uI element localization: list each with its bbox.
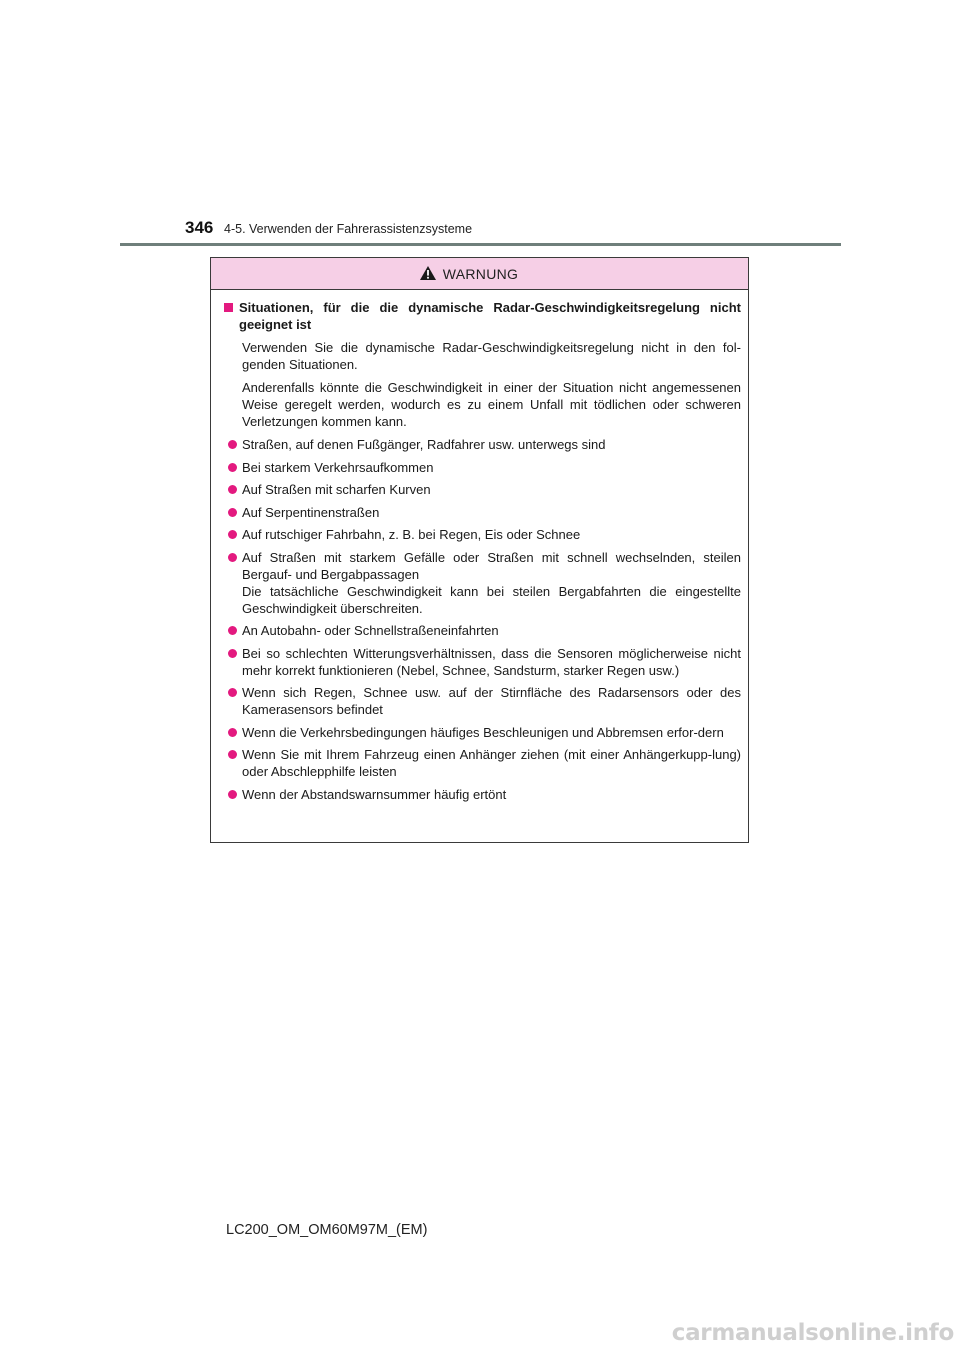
list-item-text	[242, 549, 741, 617]
section-title: 4-5. Verwenden der Fahrerassistenzsysteme	[224, 222, 473, 236]
list-item	[224, 436, 741, 453]
circle-bullet-icon	[228, 728, 237, 737]
warning-paragraph: Anderenfalls könnte die Geschwindigkeit in einer der Situation nicht angemessenen Weise geregelt werden, wodurch es zu einem Unfall mit tödlichen oder schweren Verletzungen kommen kann.	[242, 380, 741, 429]
list-item-text: Wenn Sie mit Ihrem Fahrzeug einen Anhänger ziehen (mit einer Anhängerkupp-lung) oder Abschlepphilfe leisten	[242, 747, 741, 779]
list-item	[224, 724, 741, 741]
list-item-text: Bei starkem Verkehrsaufkommen	[242, 459, 434, 475]
list-item-main: Auf Straßen mit starkem Gefälle oder Straßen mit schnell wechselnden, steilen Bergauf- und Bergabpassagen	[242, 549, 741, 582]
list-item-text: Auf Serpentinenstraßen	[242, 504, 380, 520]
warning-header	[211, 258, 748, 290]
list-item-text: Wenn die Verkehrsbedingungen häufiges Beschleunigen und Abbremsen erfor-dern	[242, 724, 724, 740]
list-item	[224, 622, 741, 639]
list-item-text: Bei so schlechten Witterungsverhältnissen, dass die Sensoren möglicherweise nicht mehr korrekt funktionieren (Nebel, Schnee, Sandsturm, starker Regen usw.)	[242, 645, 741, 678]
watermark: carmanualsonline.info	[671, 1320, 954, 1346]
circle-bullet-icon	[228, 508, 237, 517]
circle-bullet-icon	[228, 485, 237, 494]
circle-bullet-icon	[228, 440, 237, 449]
warning-box	[210, 257, 749, 843]
header-rule	[120, 243, 841, 246]
circle-bullet-icon	[228, 688, 237, 697]
situation-list	[224, 436, 741, 803]
circle-bullet-icon	[228, 463, 237, 472]
list-item	[224, 684, 741, 718]
list-item	[224, 786, 741, 803]
warning-triangle-icon	[419, 265, 437, 284]
circle-bullet-icon	[228, 750, 237, 759]
list-item-text: Wenn sich Regen, Schnee usw. auf der Stirnfläche des Radarsensors oder des Kamerasensors befindet	[242, 685, 741, 717]
list-item	[224, 746, 741, 780]
list-item	[224, 504, 741, 521]
list-item-text: Straßen, auf denen Fußgänger, Radfahrer usw. unterwegs sind	[242, 437, 606, 452]
list-item-text: Auf rutschiger Fahrbahn, z. B. bei Regen, Eis oder Schnee	[242, 527, 581, 542]
list-item	[224, 549, 741, 617]
list-item	[224, 481, 741, 498]
page-number: 346	[185, 218, 214, 237]
circle-bullet-icon	[228, 626, 237, 635]
list-item-text: Wenn der Abstandswarnsummer häufig ertönt	[242, 786, 507, 802]
list-item	[224, 459, 741, 476]
circle-bullet-icon	[228, 530, 237, 539]
circle-bullet-icon	[228, 553, 237, 562]
circle-bullet-icon	[228, 649, 237, 658]
list-item	[224, 645, 741, 679]
circle-bullet-icon	[228, 790, 237, 799]
warning-heading: Situationen, für die die dynamische Radar-Geschwindigkeitsregelung nicht geeignet ist	[239, 300, 741, 332]
document-code: LC200_OM_OM60M97M_(EM)	[226, 1222, 428, 1238]
square-bullet-icon	[224, 303, 233, 312]
warning-heading-row	[224, 299, 741, 333]
list-item	[224, 526, 741, 543]
warning-label: WARNUNG	[442, 265, 519, 282]
warning-paragraph: Verwenden Sie die dynamische Radar-Geschwindigkeitsregelung nicht in den fol-genden Situationen.	[242, 340, 741, 372]
list-item-text: An Autobahn- oder Schnellstraßeneinfahrten	[242, 623, 499, 638]
warning-body	[211, 290, 748, 803]
list-item-text: Auf Straßen mit scharfen Kurven	[242, 482, 431, 497]
list-item-extra: Die tatsächliche Geschwindigkeit kann bei steilen Bergabfahrten die eingestellte Geschwindigkeit überschreiten.	[242, 583, 741, 616]
